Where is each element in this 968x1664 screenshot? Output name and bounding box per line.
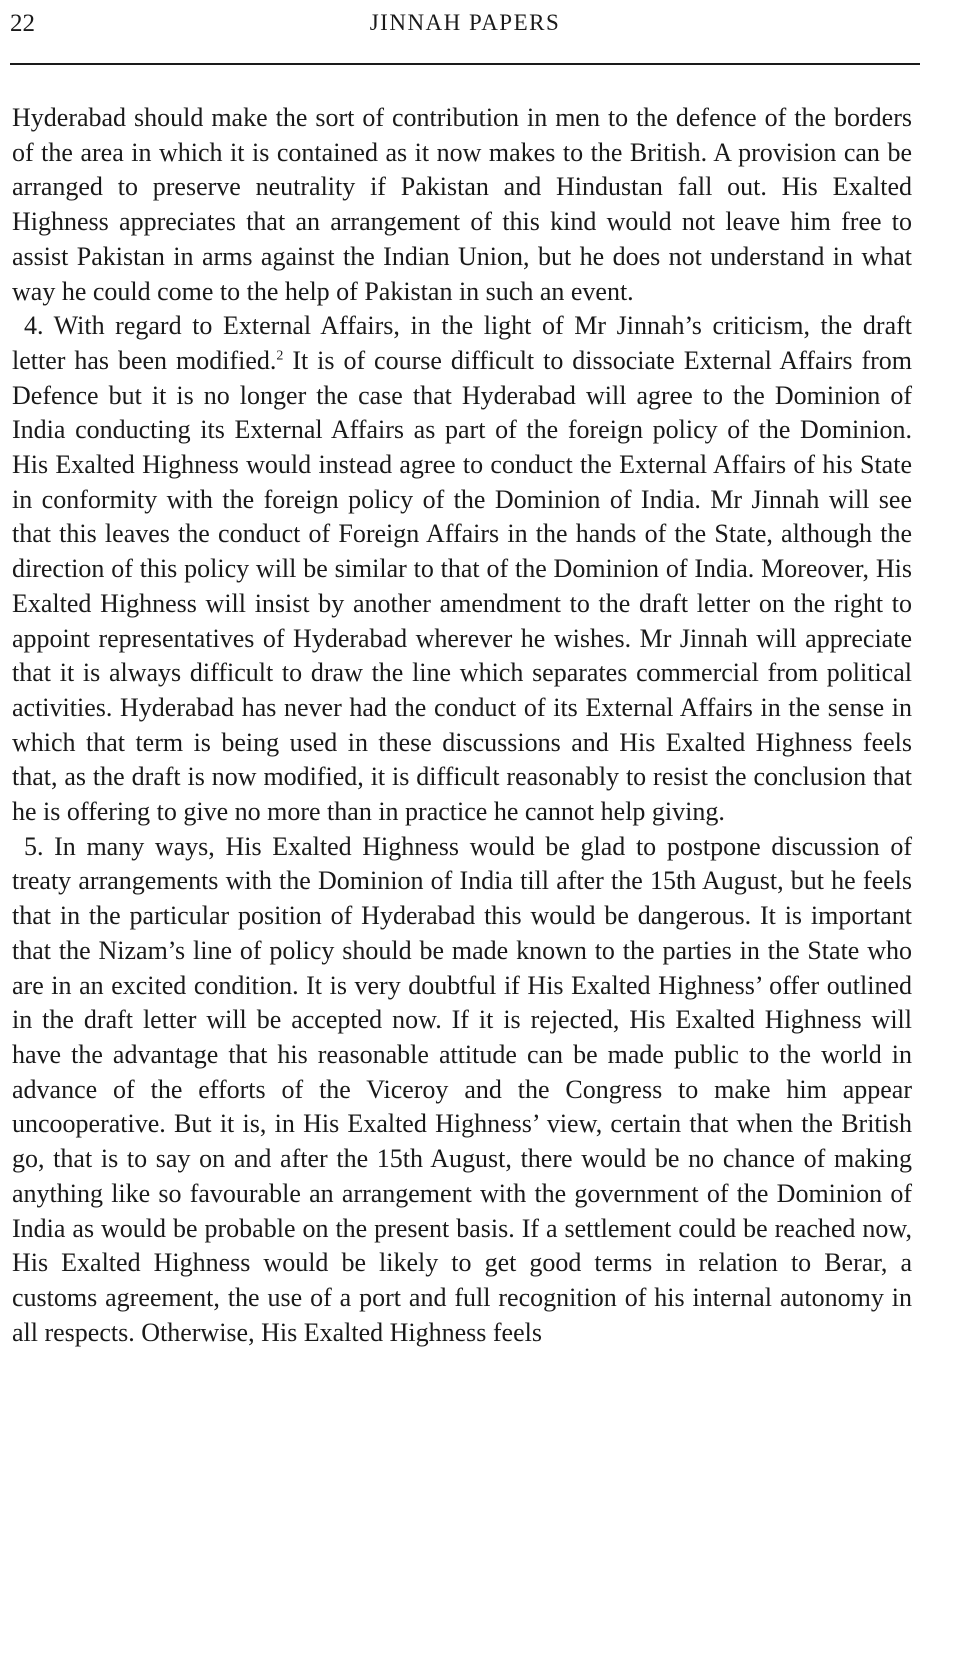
paragraph-continued: Hyderabad should make the sort of contribution in men to the defence of the borders of the area in which it is contained as it now makes to the British. A provision can be arranged to preserve neutrality if Pakistan and Hindustan fall out. His Exalted Highness appreciates that an arrangement of this kind would not leave him free to assist Pakistan in arms against the Indian Union, but he does not understand in what way he could come to the help of Pakistan in such an event. — [12, 103, 912, 306]
body-text — [12, 101, 912, 1350]
paragraph-4-text-start: 4. With regard to External Affairs, in the light of Mr Jinnah’s criticism, the draft letter has been modified. — [12, 311, 912, 375]
paragraph-4-text-end: It is of course difficult to dissociate External Affairs from Defence but it is no longer the case that Hyderabad will agree to the Dominion of India conducting its External Affairs as part of the foreign policy of the Dominion. His Exalted Highness would instead agree to conduct the External Affairs of his State in conformity with the foreign policy of the Dominion of India. Mr Jinnah will see that this leaves the conduct of Foreign Affairs in the hands of the State, although the direction of this policy will be similar to that of the Dominion of India. Moreover, His Exalted Highness will insist by another amendment to the draft letter on the right to appoint representatives of Hyderabad wherever he wishes. Mr Jinnah will appreciate that it is always difficult to draw the line which separates commercial from political activities. Hyderabad has never had the conduct of its External Affairs in the sense in which that term is being used in these discussions and His Exalted Highness feels that, as the draft is now modified, it is difficult reasonably to resist the conclusion that he is offering to give no more than in practice he cannot help giving. — [12, 345, 912, 827]
header-rule — [10, 63, 920, 65]
paragraph-5: 5. In many ways, His Exalted Highness would be glad to postpone discussion of treaty arrangements with the Dominion of India till after the 15th August, but he feels that in the particular position of Hyderabad this would be dangerous. It is important that the Nizam’s line of policy should be made known to the parties in the State who are in an excited condition. It is very doubtful if His Exalted Highness’ offer outlined in the draft letter will be accepted now. If it is rejected, His Exalted Highness will have the advantage that his reasonable attitude can be made public to the world in advance of the efforts of the Viceroy and the Congress to make him appear uncooperative. But it is, in His Exalted Highness’ view, certain that when the British go, that is to say on and after the 15th August, there would be no chance of making anything like so favourable an arrangement with the government of the Dominion of India as would be probable on the present basis. If a settlement could be reached now, His Exalted Highness would be likely to get good terms in relation to Berar, a customs agreement, the use of a port and full recognition of his internal autonomy in all respects. Otherwise, His Exalted Highness feels — [12, 831, 912, 1347]
running-head — [10, 10, 920, 50]
paragraph-4 — [12, 309, 912, 830]
page-number: 22 — [10, 10, 35, 37]
footnote-reference: 2 — [276, 348, 284, 364]
running-title: JINNAH PAPERS — [369, 10, 561, 35]
